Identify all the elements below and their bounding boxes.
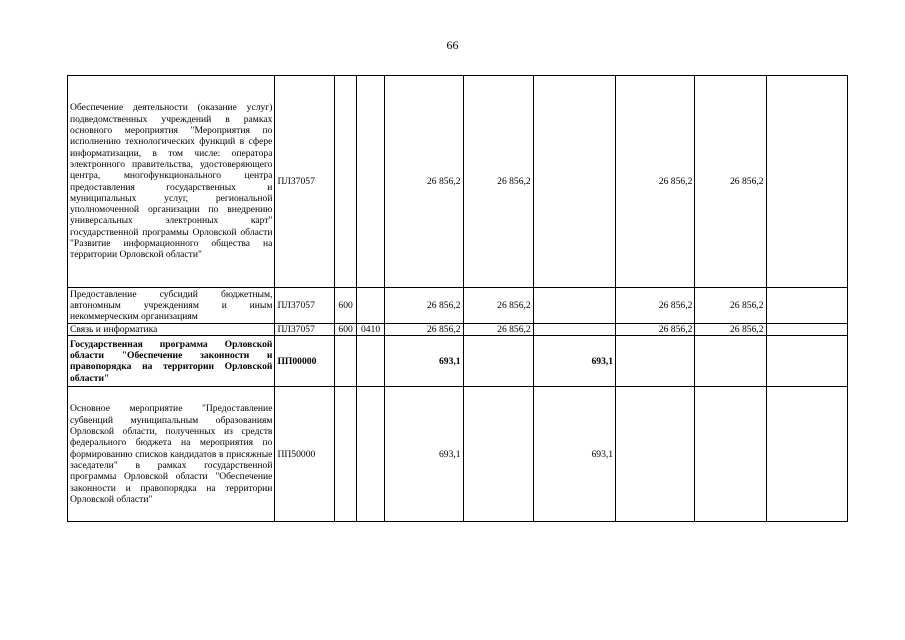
amount-col3 [533,324,615,336]
table-row [68,76,848,288]
section-code [356,288,384,324]
row-description: Государственная программа Орловской области "Обеспечение законности и правопорядка на территории Орловской области" [68,336,275,387]
amount-col6 [766,76,847,288]
amount-col1: 26 856,2 [385,76,463,288]
section-code [356,336,384,387]
table-row [68,336,848,387]
section-code: 0410 [356,324,384,336]
row-description: Основное мероприятие "Предоставление субвенций муниципальным образованиям Орловской области, полученных из средств федерального бюджета на мероприятия по формированию списков кандидатов в присяжные заседатели" в рамках государственной программы Орловской области "Обеспечение законности и правопорядка на территории Орловской области" [68,387,275,522]
amount-col6 [766,387,847,522]
amount-col4: 26 856,2 [616,288,695,324]
table-row [68,288,848,324]
amount-col5 [695,387,766,522]
expense-type: 600 [335,324,356,336]
row-description: Предоставление субсидий бюджетным, автономным учреждениям и иным некоммерческим организациям [68,288,275,324]
amount-col3: 693,1 [533,336,615,387]
amount-col4 [616,336,695,387]
table-row [68,324,848,336]
section-code [356,76,384,288]
amount-col5: 26 856,2 [695,288,766,324]
table-row [68,387,848,522]
amount-col3 [533,76,615,288]
target-code: ПП50000 [275,387,335,522]
amount-col3 [533,288,615,324]
amount-col2: 26 856,2 [463,324,533,336]
target-code: ПЛ37057 [275,288,335,324]
amount-col6 [766,324,847,336]
amount-col2 [463,336,533,387]
row-description: Обеспечение деятельности (оказание услуг) подведомственных учреждений в рамках основного мероприятия "Мероприятия по исполнению технологических функций в сфере информатизации, в том числе: оператора электронного правительства, удостоверяющего центра, многофункционального центра предоставления государственных и муниципальных услуг, региональной уполномоченной организации по внедрению универсальных электронных карт" государственной программы Орловской области "Развитие информационного общества на территории Орловской области" [68,76,275,288]
amount-col2: 26 856,2 [463,76,533,288]
expense-type [335,387,356,522]
amount-col5: 26 856,2 [695,76,766,288]
amount-col1: 26 856,2 [385,324,463,336]
amount-col2: 26 856,2 [463,288,533,324]
expense-type [335,336,356,387]
row-description: Связь и информатика [68,324,275,336]
amount-col4: 26 856,2 [616,76,695,288]
amount-col1: 26 856,2 [385,288,463,324]
target-code: ПЛ37057 [275,324,335,336]
amount-col2 [463,387,533,522]
amount-col6 [766,288,847,324]
target-code: ПЛ37057 [275,76,335,288]
page-number: 66 [446,38,459,52]
target-code: ПП00000 [275,336,335,387]
expense-type: 600 [335,288,356,324]
amount-col4 [616,387,695,522]
section-code [356,387,384,522]
amount-col6 [766,336,847,387]
amount-col5: 26 856,2 [695,324,766,336]
amount-col4: 26 856,2 [616,324,695,336]
expense-type [335,76,356,288]
amount-col3: 693,1 [533,387,615,522]
amount-col5 [695,336,766,387]
amount-col1: 693,1 [385,336,463,387]
budget-table [67,75,848,522]
amount-col1: 693,1 [385,387,463,522]
